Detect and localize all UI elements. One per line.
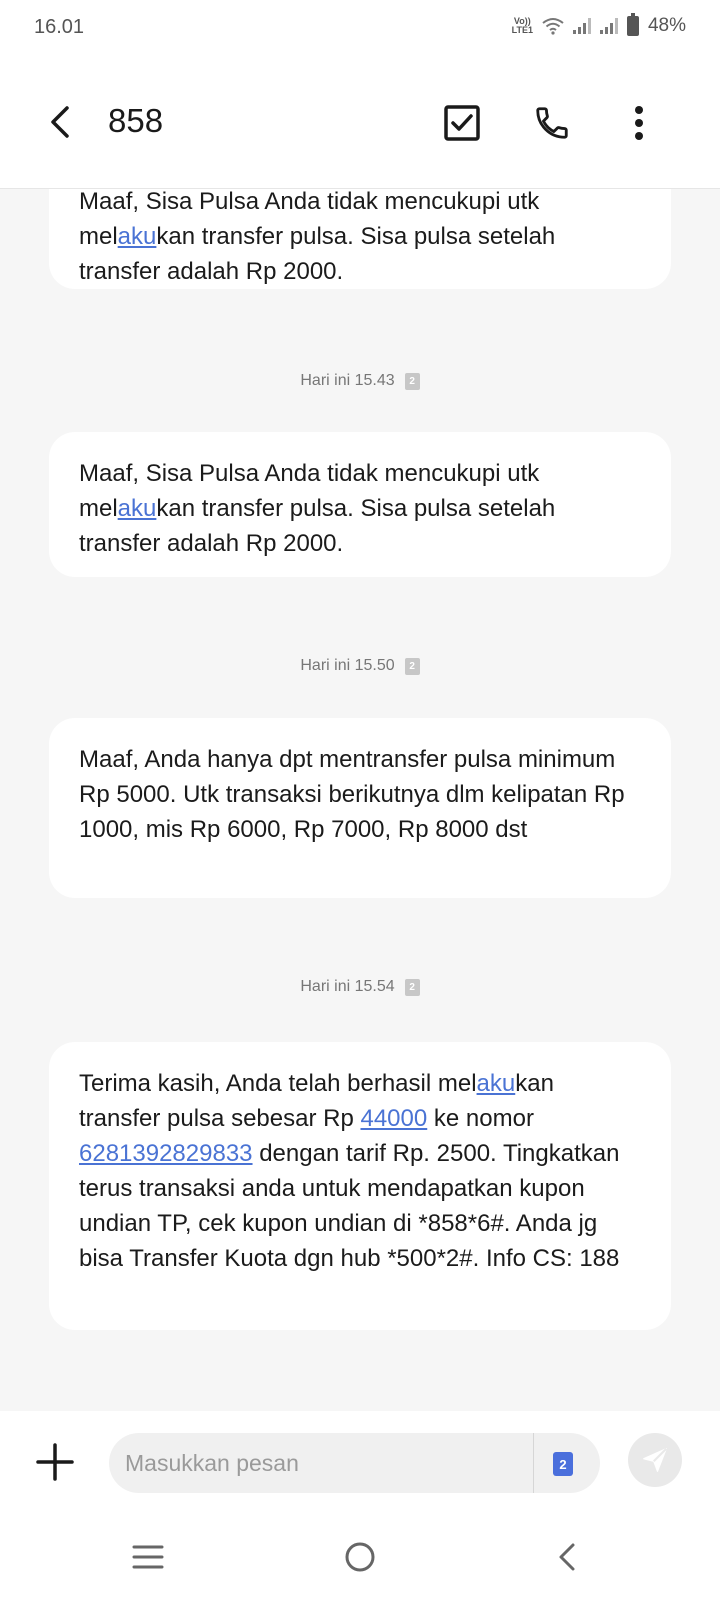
message-link[interactable]: aku	[476, 1070, 516, 1097]
conversation-header	[0, 56, 720, 189]
message-bubble[interactable]	[49, 432, 671, 577]
more-options-icon	[634, 105, 644, 141]
date-separator	[0, 372, 720, 390]
home-button[interactable]	[330, 1535, 390, 1579]
message-bubble[interactable]	[49, 189, 671, 289]
signal-icon-sim1	[573, 18, 591, 34]
back-arrow-icon	[48, 105, 72, 139]
nav-back-button[interactable]	[537, 1535, 597, 1579]
wifi-icon	[542, 17, 564, 35]
message-text	[79, 1066, 641, 1276]
date-separator	[0, 657, 720, 675]
signal-icon-sim2	[600, 18, 618, 34]
message-text	[79, 189, 641, 289]
conversation-title: 858	[108, 102, 164, 139]
recent-apps-button[interactable]	[118, 1535, 178, 1579]
message-bubble[interactable]	[49, 1042, 671, 1330]
battery-icon	[627, 16, 639, 36]
message-bubble[interactable]	[49, 718, 671, 898]
add-icon	[34, 1441, 76, 1483]
message-text-segment: kan transfer pulsa. Sisa pulsa setelah transfer adalah Rp 2000.	[79, 223, 556, 285]
date-label: Hari ini 15.43	[300, 372, 395, 389]
message-link[interactable]: 44000	[360, 1105, 428, 1132]
message-text-segment: kan transfer pulsa sebesar Rp	[79, 1070, 554, 1132]
status-bar	[0, 0, 720, 56]
status-time: 16.01	[34, 16, 85, 38]
send-icon	[640, 1445, 670, 1475]
battery-level: 48%	[647, 15, 686, 36]
sim-badge-icon: 2	[405, 658, 420, 675]
message-input[interactable]	[125, 1433, 525, 1493]
sim-select-button[interactable]	[545, 1447, 581, 1481]
recent-apps-icon	[132, 1544, 164, 1570]
select-button[interactable]	[437, 98, 487, 148]
message-text-segment: Maaf, Sisa Pulsa Anda tidak mencukupi utk mel	[79, 460, 540, 522]
send-button[interactable]	[628, 1433, 682, 1487]
message-text-segment: dengan tarif Rp. 2500. Tingkatkan terus transaksi anda untuk mendapatkan kupon undian TP, cek kupon undian di *858*6#. Anda jg bisa Transfer Kuota dgn hub *500*2#. Info CS: 188	[79, 1140, 620, 1272]
message-text-segment: ke nomor	[427, 1105, 534, 1132]
message-link[interactable]: 6281392829833	[79, 1140, 253, 1167]
message-text-segment: kan transfer pulsa. Sisa pulsa setelah transfer adalah Rp 2000.	[79, 495, 556, 557]
date-label: Hari ini 15.50	[300, 657, 395, 674]
call-button[interactable]	[527, 98, 577, 148]
status-icons	[512, 15, 686, 37]
message-link[interactable]: aku	[117, 495, 157, 522]
sim-badge-icon: 2	[405, 373, 420, 390]
date-separator	[0, 978, 720, 996]
phone-icon	[533, 104, 571, 142]
message-text-segment: Maaf, Anda hanya dpt mentransfer pulsa minimum Rp 5000. Utk transaksi berikutnya dlm kelipatan Rp 1000, mis Rp 6000, Rp 7000, Rp 8000 dst	[79, 746, 625, 843]
message-composer	[0, 1411, 720, 1515]
message-input-box	[109, 1433, 600, 1493]
divider	[533, 1433, 534, 1493]
sim-card-icon: 2	[553, 1452, 573, 1476]
back-button[interactable]	[40, 100, 80, 144]
volte-icon: Vo)) LTE1	[511, 16, 533, 35]
message-link[interactable]: aku	[117, 223, 157, 250]
date-label: Hari ini 15.54	[300, 978, 395, 995]
message-text	[79, 742, 641, 847]
message-text-segment: Terima kasih, Anda telah berhasil mel	[79, 1070, 477, 1097]
message-text	[79, 456, 641, 561]
more-options-button[interactable]	[614, 98, 664, 148]
home-icon	[344, 1541, 376, 1573]
message-text-segment: Maaf, Sisa Pulsa Anda tidak mencukupi utk mel	[79, 189, 540, 250]
navigation-bar	[0, 1515, 720, 1600]
select-checkbox-icon	[444, 105, 480, 141]
conversation-list[interactable]	[0, 189, 720, 1411]
attach-button[interactable]	[34, 1441, 76, 1483]
nav-back-icon	[557, 1542, 577, 1572]
sim-badge-icon: 2	[405, 979, 420, 996]
